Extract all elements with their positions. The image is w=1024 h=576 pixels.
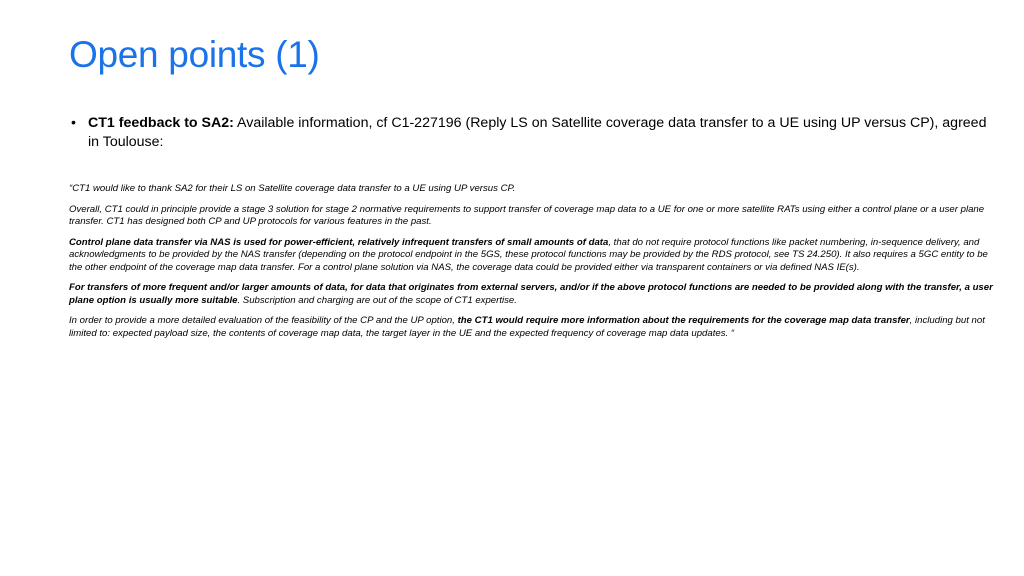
quote-paragraph-5-bold: the CT1 would require more information about the requirements for the coverage map data transfer: [457, 315, 910, 326]
quote-paragraph-5-start: In order to provide a more detailed evaluation of the feasibility of the CP and the UP option,: [69, 315, 458, 326]
bullet-lead: CT1 feedback to SA2:: [88, 115, 234, 131]
bullet-body: Available information, cf C1-227196 (Reply LS on Satellite coverage data transfer to a UE using UP versus CP), agreed in Toulouse:: [88, 115, 987, 150]
quote-paragraph-1: “CT1 would like to thank SA2 for their LS on Satellite coverage data transfer to a UE using UP versus CP.: [69, 183, 516, 194]
quote-paragraph-4-bold: For transfers of more frequent and/or larger amounts of data, for data that originates from external servers, and/or if the above protocol functions are needed to be provided along with the transfer, a user plane option is usually more suitable: [69, 282, 993, 306]
quote-paragraph-5: [69, 315, 995, 340]
quote-paragraph-3: [69, 237, 995, 275]
quote-paragraph-3-rest: , that do not require protocol functions like packet numbering, in-sequence delivery, and acknowledgments to be provided by the NAS transfer (depending on the protocol endpoint in the 5GS, these protocol functions may be provided by the RDS protocol, see TS 24.250). It also requires a 5GC entity to be the other endpoint of the coverage map data transfer. For a control plane solution via NAS, the coverage data could be provided either via transparent containers or via defined NAS IE(s).: [69, 236, 988, 273]
bullet-dot-icon: •: [71, 115, 76, 131]
quote-paragraph-2: Overall, CT1 could in principle provide a stage 3 solution for stage 2 normative requirements to support transfer of coverage map data to a UE for one or more satellite RATs using either a control plane or a user plane transfer. CT1 has designed both CP and UP protocols for various features in the past.: [69, 203, 985, 227]
quote-paragraph-5-rest: , including but not limited to: expected payload size, the contents of coverage map data, the target layer in the UE and the expected frequency of coverage map data updates. “: [69, 315, 985, 339]
bullet-text: [71, 114, 996, 152]
slide-title: Open points (1): [69, 34, 320, 75]
bullet-item: [71, 114, 996, 152]
quote-paragraph-4: [69, 282, 995, 307]
quote-paragraph-3-bold: Control plane data transfer via NAS is used for power-efficient, relatively infrequent transfers of small amounts of data: [69, 236, 609, 248]
quoted-reply: [69, 183, 995, 348]
quote-paragraph-4-rest: . Subscription and charging are out of the scope of CT1 expertise.: [237, 294, 517, 306]
